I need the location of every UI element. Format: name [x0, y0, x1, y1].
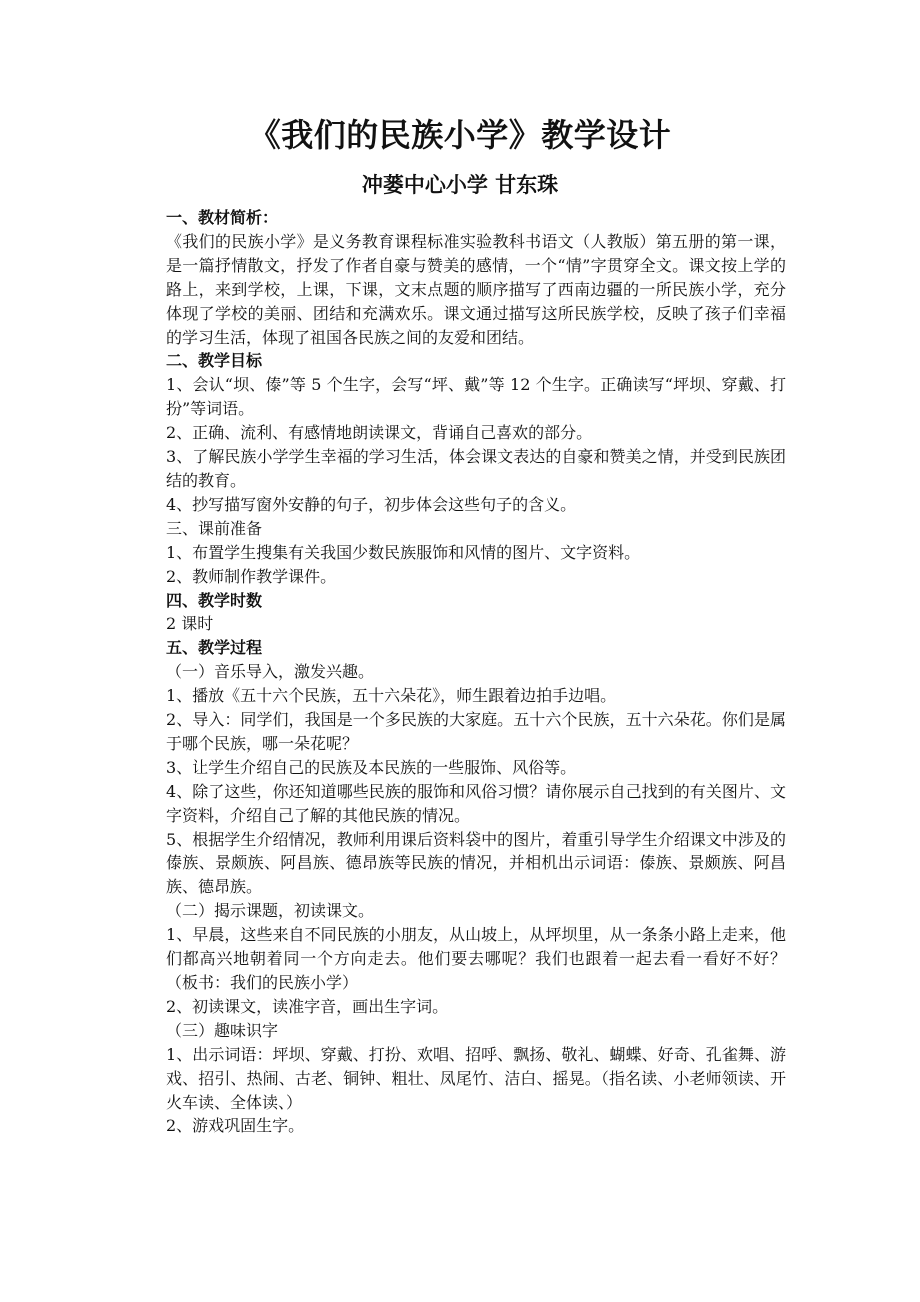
paragraph: 2、初读课文，读准字音，画出生字词。: [166, 996, 449, 1016]
paragraph: 4、抄写描写窗外安静的句子，初步体会这些句子的含义。: [166, 494, 577, 514]
paragraph: 1、早晨，这些来自不同民族的小朋友，从山坡上，从坪坝里，从一条条小路上走来，他们都高兴地朝着同一个方向走去。他们要去哪呢？我们也跟着一起去看一看好不好？（板书：我们的民族小学）: [166, 925, 786, 992]
paragraph: （三）趣味识字: [166, 1020, 279, 1040]
section-heading: 二、教学目标: [166, 351, 263, 371]
section-heading: 五、教学过程: [166, 638, 263, 658]
paragraph: 1、布置学生搜集有关我国少数民族服饰和风情的图片、文字资料。: [166, 542, 641, 562]
paragraph: 5、根据学生介绍情况，教师利用课后资料袋中的图片，着重引导学生介绍课文中涉及的傣族、景颇族、阿昌族、德昂族等民族的情况，并相机出示词语：傣族、景颇族、阿昌族、德昂族。: [166, 829, 786, 897]
paragraph: 2、游戏巩固生字。: [166, 1116, 305, 1136]
document-author: 冲蒌中心小学 甘东珠: [361, 173, 559, 197]
paragraph: 2、教师制作教学课件。: [166, 566, 337, 586]
paragraph: 1、播放《五十六个民族，五十六朵花》，师生跟着边拍手边唱。: [166, 686, 617, 706]
paragraph: （二）揭示课题，初读课文。: [166, 901, 375, 921]
paragraph: （一）音乐导入，激发兴趣。: [166, 662, 375, 682]
paragraph: 2、正确、流利、有感情地朗读课文，背诵自己喜欢的部分。: [166, 423, 593, 443]
paragraph: 2、导入：同学们，我国是一个多民族的大家庭。五十六个民族，五十六朵花。你们是属于哪个民族，哪一朵花呢？: [166, 710, 786, 753]
paragraph: 4、除了这些，你还知道哪些民族的服饰和风俗习惯？请你展示自己找到的有关图片、文字资料，介绍自己了解的其他民族的情况。: [166, 781, 786, 825]
paragraph: 1、出示词语：坪坝、穿戴、打扮、欢唱、招呼、飘扬、敬礼、蝴蝶、好奇、孔雀舞、游戏、招引、热闹、古老、铜钟、粗壮、凤尾竹、洁白、摇晃。（指名读、小老师领读、开火车读、全体读、）: [166, 1044, 786, 1112]
section-heading: 四、教学时数: [166, 590, 263, 610]
paragraph: 3、让学生介绍自己的民族及本民族的一些服饰、风俗等。: [166, 757, 577, 777]
document-title: 《我们的民族小学》教学设计: [248, 116, 672, 154]
section-heading: 一、教材简析：: [166, 208, 279, 227]
paragraph: 《我们的民族小学》是义务教育课程标准实验教科书语文（人教版）第五册的第一课，是一篇抒情散文，抒发了作者自豪与赞美的感情，一个“情”字贯穿全文。课文按上学的路上，来到学校，上课，下课，文末点题的顺序描写了西南边疆的一所民族小学，充分体现了学校的美丽、团结和充满欢乐。课文通过描写这所民族学校，反映了孩子们幸福的学习生活，体现了祖国各民族之间的友爱和团结。: [166, 231, 786, 347]
paragraph: 3、了解民族小学学生幸福的学习生活，体会课文表达的自豪和赞美之情，并受到民族团结的教育。: [166, 447, 786, 490]
paragraph: 2 课时: [166, 614, 214, 634]
document-body: [166, 206, 786, 1138]
paragraph: 三、课前准备: [166, 518, 263, 538]
paragraph: 1、会认“坝、傣”等 5 个生字，会写“坪、戴”等 12 个生字。正确读写“坪坝、穿戴、打扮”等词语。: [166, 375, 786, 419]
